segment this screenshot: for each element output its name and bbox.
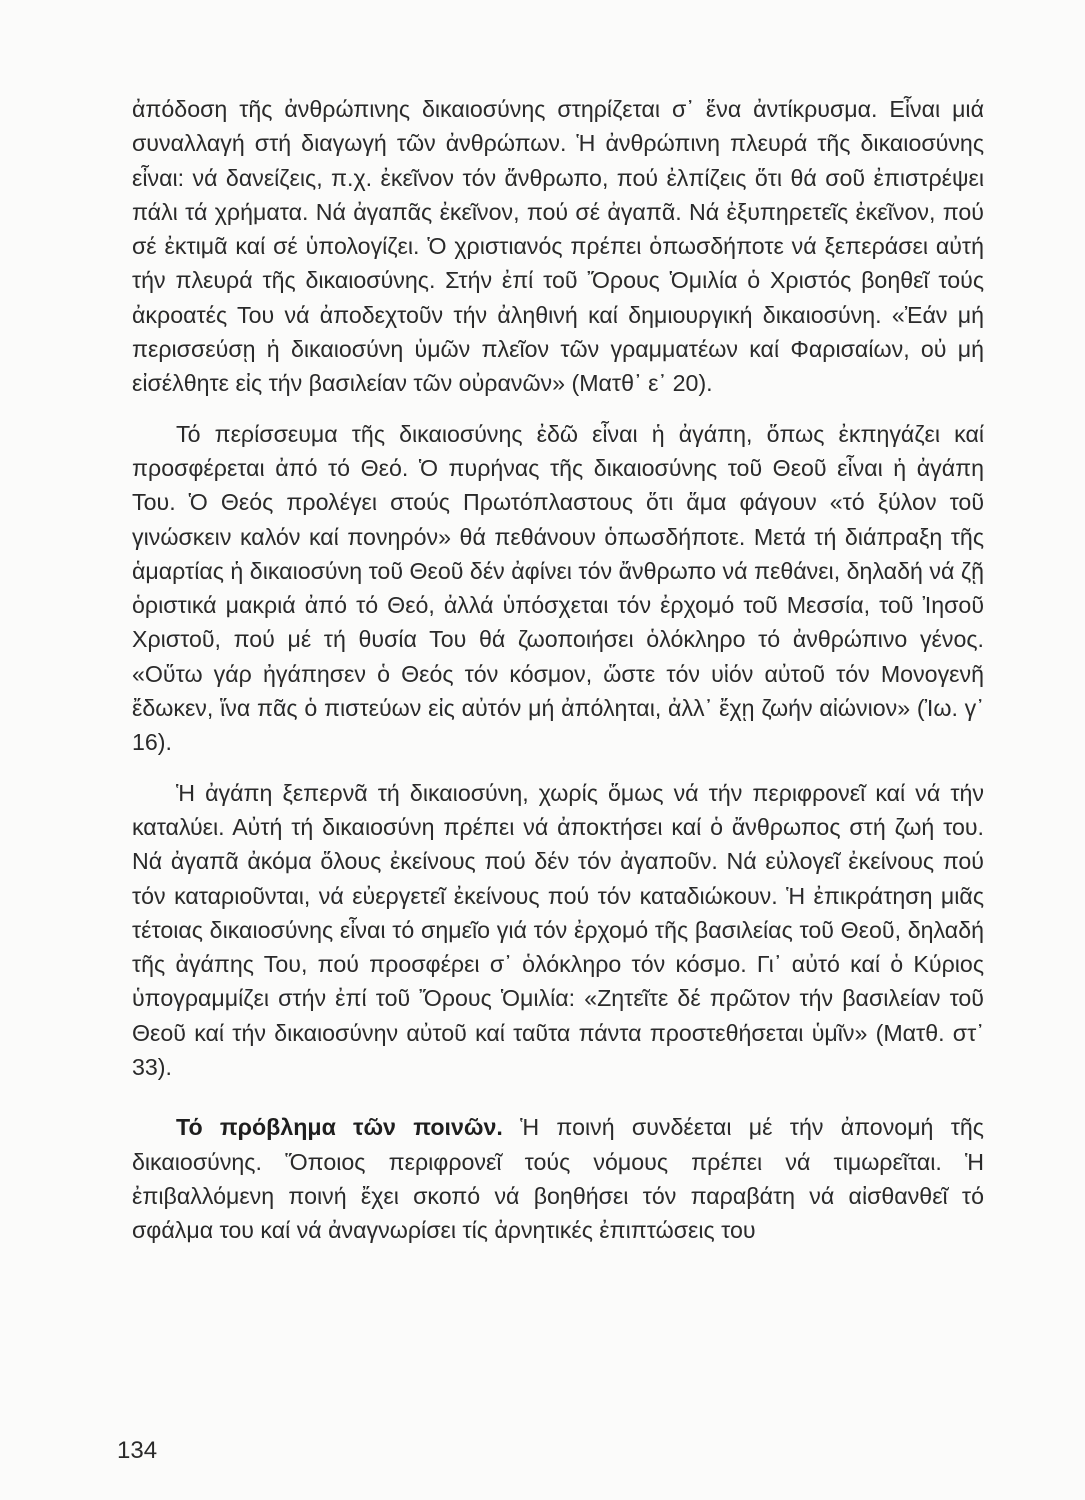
- body-text: [132, 92, 984, 1248]
- section-heading: Τό πρόβλημα τῶν ποινῶν.: [176, 1114, 503, 1141]
- section-paragraph: [132, 1110, 984, 1247]
- page-number: 134: [117, 1437, 158, 1464]
- section-body: Ἡ ποινή συνδέεται μέ τήν ἀπονομή τῆς δικαιοσύνης. Ὅποιος περιφρονεῖ τούς νόμους πρέπει νά τιμωρεῖται. Ἡ ἐπιβαλλόμενη ποινή ἔχει σκοπό νά βοηθήσει τόν παραβάτη νά αἰσθανθεῖ τό σφάλμα του καί νά ἀναγνωρίσει τίς ἀρνητικές ἐπιπτώσεις του: [132, 1114, 984, 1244]
- paragraph-2: Τό περίσσευμα τῆς δικαιοσύνης ἐδῶ εἶναι ἡ ἀγάπη, ὅπως ἐκπηγάζει καί προσφέρεται ἀπό τό Θεό. Ὁ πυρήνας τῆς δικαιοσύνης τοῦ Θεοῦ εἶναι ἡ ἀγάπη Του. Ὁ Θεός προλέγει στούς Πρωτόπλαστους ὅτι ἅμα φάγουν «τό ξύλον τοῦ γινώσκειν καλόν καί πονηρόν» θά πεθάνουν ὁπωσδήποτε. Μετά τή διάπραξη τῆς ἁμαρτίας ἡ δικαιοσύνη τοῦ Θεοῦ δέν ἀφίνει τόν ἄνθρωπο νά πεθάνει, δηλαδή νά ζῇ ὁριστικά μακριά ἀπό τό Θεό, ἀλλά ὑπόσχεται τόν ἐρχομό τοῦ Μεσσία, τοῦ Ἰησοῦ Χριστοῦ, πού μέ τή θυσία Του θά ζωοποιήσει ὁλόκληρο τό ἀνθρώπινο γένος. «Οὕτω γάρ ἠγάπησεν ὁ Θεός τόν κόσμον, ὥστε τόν υἱόν αὐτοῦ τόν Μονογενῆ ἔδωκεν, ἵνα πᾶς ὁ πιστεύων εἰς αὐτόν μή ἀπόληται, ἀλλ᾽ ἔχῃ ζωήν αἰώνιον» (Ἰω. γ᾽ 16).: [132, 420, 984, 756]
- paragraph-3: Ἡ ἀγάπη ξεπερνᾶ τή δικαιοσύνη, χωρίς ὅμως νά τήν περιφρονεῖ καί νά τήν καταλύει. Αὐτή τή δικαιοσύνη πρέπει νά ἀποκτήσει καί ὁ ἄνθρωπος στή ζωή του. Νά ἀγαπᾶ ἀκόμα ὅλους ἐκείνους πού δέν τόν ἀγαποῦν. Νά εὐλογεῖ ἐκείνους πού τόν καταριοῦνται, νά εὐεργετεῖ ἐκείνους πού τόν καταδιώκουν. Ἡ ἐπικράτηση μιᾶς τέτοιας δικαιοσύνης εἶναι τό σημεῖο γιά τόν ἐρχομό τῆς βασιλείας τοῦ Θεοῦ, δηλαδή τῆς ἀγάπης Του, πού προσφέρει σ᾽ ὁλόκληρο τόν κόσμο. Γι᾽ αὐτό καί ὁ Κύριος ὑπογραμμίζει στήν ἐπί τοῦ Ὄρους Ὁμιλία: «Ζητεῖτε δέ πρῶτον τήν βασιλείαν τοῦ Θεοῦ καί τήν δικαιοσύνην αὐτοῦ καί ταῦτα πάντα προστεθήσεται ὑμῖν» (Ματθ. στ᾽ 33).: [132, 779, 984, 1081]
- paragraph-1: ἀπόδοση τῆς ἀνθρώπινης δικαιοσύνης στηρίζεται σ᾽ ἕνα ἀντίκρυσμα. Εἶναι μιά συναλλαγή στή διαγωγή τῶν ἀνθρώπων. Ἡ ἀνθρώπινη πλευρά τῆς δικαιοσύνης εἶναι: νά δανείζεις, π.χ. ἐκεῖνον τόν ἄνθρωπο, πού ἐλπίζεις ὅτι θά σοῦ ἐπιστρέψει πάλι τά χρήματα. Νά ἀγαπᾶς ἐκεῖνον, πού σέ ἀγαπᾶ. Νά ἐξυπηρετεῖς ἐκεῖνον, πού σέ ἐκτιμᾶ καί σέ ὑπολογίζει. Ὁ χριστιανός πρέπει ὁπωσδήποτε νά ξεπεράσει αὐτή τήν πλευρά τῆς δικαιοσύνης. Στήν ἐπί τοῦ Ὄρους Ὁμιλία ὁ Χριστός βοηθεῖ τούς ἀκροατές Του νά ἀποδεχτοῦν τήν ἀληθινή καί δημιουργική δικαιοσύνη. «Ἐάν μή περισσεύσῃ ἡ δικαιοσύνη ὑμῶν πλεῖον τῶν γραμματέων καί Φαρισαίων, οὐ μή εἰσέλθητε εἰς τήν βασιλείαν τῶν οὐρανῶν» (Ματθ᾽ ε᾽ 20).: [132, 96, 984, 397]
